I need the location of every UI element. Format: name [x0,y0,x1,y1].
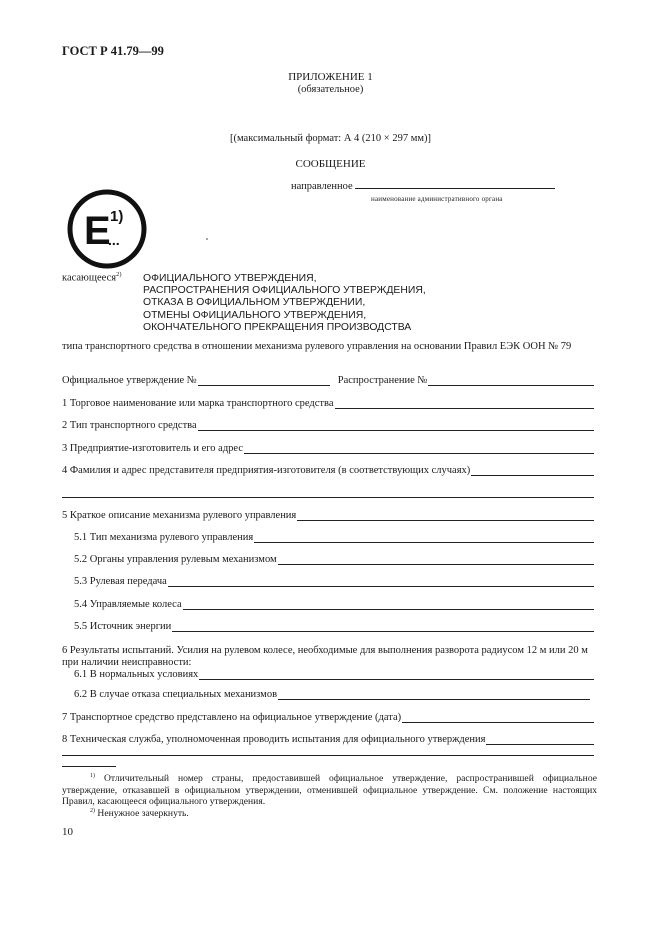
e-mark-icon [66,188,148,270]
item-4-extra-line[interactable] [62,497,594,498]
item-4-label: 4 Фамилия и адрес представителя предприятия-изготовителя (в соответствующих случаях) [62,465,471,476]
item-6-1-row [74,669,594,680]
item-5-2-row [74,554,594,565]
item-6-1-label: 6.1 В нормальных условиях [74,669,199,680]
item-5-5-label: 5.5 Источник энергии [74,621,172,632]
item-8-row [62,734,594,745]
vehicle-type-text: типа транспортного средства в отношении механизма рулевого управления на основании Правил ЕЭК ООН № 79 [62,341,572,352]
item-6-2-field[interactable] [278,690,590,700]
concerning-label: касающееся$^{2)}$ [62,271,122,284]
document-id: ГОСТ Р 41.79—99 [62,44,164,58]
option-production-discontinued[interactable]: ОКОНЧАТЕЛЬНОГО ПРЕКРАЩЕНИЯ ПРОИЗВОДСТВА [143,321,412,333]
e-mark-letter: E [84,209,111,253]
item-2-label: 2 Тип транспортного средства [62,420,197,431]
footnote-2-mark: 2) [90,808,95,814]
annex-subtitle: (обязательное) [297,84,364,95]
concerning-footnote-ref: 2) [116,271,122,278]
item-7-field[interactable] [402,713,594,723]
item-1-row [62,398,594,409]
approval-number-label: Официальное утверждение № [62,375,197,386]
item-5-2-label: 5.2 Органы управления рулевым механизмом [74,554,277,565]
e-mark-dots: ... [108,232,120,248]
item-2-row [62,420,594,431]
footnote-2-text: Ненужное зачеркнуть. [97,808,189,820]
item-8-label: 8 Техническая служба, уполномоченная проводить испытания для официального утверждения [62,734,486,745]
item-5-4-field[interactable] [183,600,594,610]
item-5-2-field[interactable] [278,555,594,565]
option-approval[interactable]: ОФИЦИАЛЬНОГО УТВЕРЖДЕНИЯ, [143,273,317,284]
item-5-1-label: 5.1 Тип механизма рулевого управления [74,532,254,543]
sent-to-field[interactable] [355,178,555,189]
annex-title: ПРИЛОЖЕНИЕ 1 [288,71,373,83]
option-refusal[interactable]: ОТКАЗА В ОФИЦИАЛЬНОМ УТВЕРЖДЕНИИ, [143,297,366,309]
item-1-label: 1 Торговое наименование или марка транспортного средства [62,398,334,409]
extension-number-field[interactable] [428,376,594,386]
item-5-3-label: 5.3 Рулевая передача [74,576,167,587]
concerning-options [143,273,483,334]
item-5-label: 5 Краткое описание механизма рулевого управления [62,510,297,521]
item-5-field[interactable] [297,511,594,521]
footnote-1-text: Отличительный номер страны, предоставившей официальное утверждение, распространившей официальное утверждение, отказавшей в официальном утверждении, отменившей официальное утверждение. См. положение настоящих Правил, касающееся официального утверждения. [62,773,597,808]
item-7-row [62,712,594,723]
item-5-row [62,510,594,521]
footnote-1 [62,771,597,808]
item-3-label: 3 Предприятие-изготовитель и его адрес [62,443,244,454]
footnote-2 [62,806,597,820]
sent-to-label: направленное [291,181,353,192]
item-4-field[interactable] [471,466,594,476]
item-3-field[interactable] [244,444,594,454]
item-6-text: 6 Результаты испытаний. Усилия на рулевом колесе, необходимые для выполнения разворота радиусом 12 м или 20 м при наличии неисправности: [62,645,588,668]
e-mark-footnote-ref: 1) [110,208,124,225]
item-5-4-row [74,599,594,610]
footnote-1-mark: 1) [90,773,95,779]
item-7-label: 7 Транспортное средство представлено на официальное утверждение (дата) [62,712,402,723]
item-5-3-row [74,576,594,587]
item-4-row [62,465,594,476]
approval-number-field[interactable] [198,376,330,386]
item-6-1-field[interactable] [199,670,594,680]
item-8-extra-line[interactable] [62,755,594,756]
message-title: СООБЩЕНИЕ [295,158,366,170]
item-3-row [62,443,594,454]
item-5-1-row [74,532,594,543]
scan-speck [206,238,208,240]
item-8-field[interactable] [486,735,594,745]
extension-number-label: Распространение № [337,375,428,386]
item-6-2-row [74,689,590,700]
page-number: 10 [62,826,73,838]
approval-number-row [62,375,594,386]
option-extension[interactable]: РАСПРОСТРАНЕНИЯ ОФИЦИАЛЬНОГО УТВЕРЖДЕНИЯ, [143,285,426,297]
footnote-rule [62,766,116,767]
authority-caption: наименование административного органа [371,195,503,203]
format-note: [(максимальный формат: А 4 (210 × 297 мм)] [229,133,431,144]
option-withdrawal[interactable]: ОТМЕНЫ ОФИЦИАЛЬНОГО УТВЕРЖДЕНИЯ, [143,309,367,321]
item-5-1-field[interactable] [254,533,594,543]
item-5-4-label: 5.4 Управляемые колеса [74,599,182,610]
item-1-field[interactable] [335,399,594,409]
item-6-2-label: 6.2 В случае отказа специальных механизмов [74,689,278,700]
item-5-3-field[interactable] [168,577,594,587]
item-2-field[interactable] [198,421,594,431]
item-5-5-field[interactable] [172,622,594,632]
item-5-5-row [74,621,594,632]
sent-to-row [291,178,555,192]
